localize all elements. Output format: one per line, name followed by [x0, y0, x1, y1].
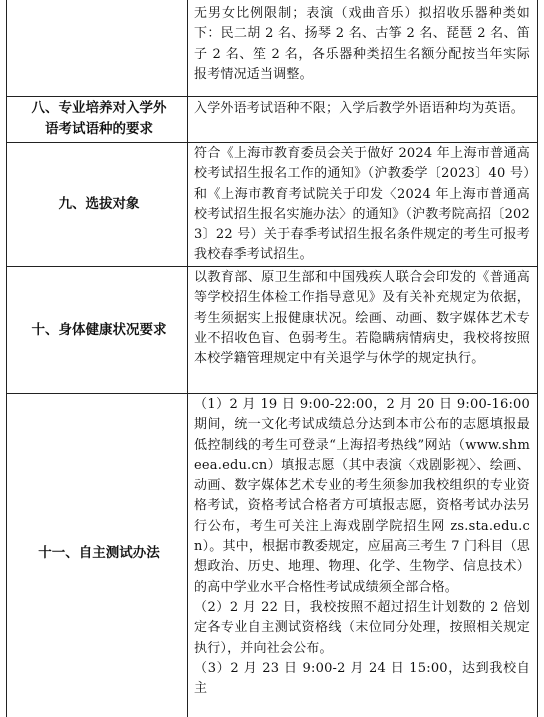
row-label-line: 八、专业培养对入学外: [31, 100, 167, 116]
table-cell-foreign-language: [194, 99, 530, 119]
row-label-selection-target: [8, 194, 190, 215]
paragraph: （3）2 月 23 日 9:00-2 月 24 日 15:00，达到我校自主: [194, 660, 530, 697]
row-divider: [6, 266, 538, 267]
cell-text: 无男女比例限制；表演（戏曲音乐）拟招收乐器种类如下：民二胡 2 名、扬琴 2 名、古筝 2 名、琵琶 2 名、笛子 2 名、笙 2 名，各乐器种类招生名额分配按当年实际报考情况适当调整。: [194, 6, 530, 82]
table-border-left: [6, 0, 7, 717]
row-label-foreign-language: [8, 98, 190, 140]
row-divider: [6, 142, 538, 143]
row-label-line: 语考试语种的要求: [45, 121, 153, 137]
row-divider: [6, 393, 538, 394]
row-divider: [6, 96, 538, 97]
row-label-line: 十、身体健康状况要求: [31, 322, 167, 338]
cell-text: 入学外语考试语种不限；入学后教学外语语种均为英语。: [194, 101, 525, 116]
paragraph: （2）2 月 22 日，我校按照不超过招生计划数的 2 倍划定各专业自主测试资格线（末位同分处理，按照相关规定执行），并向社会公布。: [194, 599, 530, 656]
table-border-right: [537, 0, 538, 717]
row-label-health-requirements: [8, 320, 190, 341]
table-cell-health-requirements: [194, 268, 530, 369]
cell-text: 以教育部、原卫生部和中国残疾人联合会印发的《普通高等学校招生体检工作指导意见》及有关补充规定为依据，考生须据实上报健康状况。绘画、动画、数字媒体艺术专业不招收色盲、色弱考生。若隐瞒病情病史，我校将按照本校学籍管理规定中有关退学与休学的规定执行。: [194, 270, 530, 367]
cell-text: 符合《上海市教育委员会关于做好 2024 年上海市普通高校考试招生报名工作的通知》（沪教委学〔2023〕40 号）和《上海市教育考试院关于印发〈2024 年上海市普通高校考试招生报名实施办法〉的通知》（沪教考院高招〔2023〕22 号）关于春季考试招生报名条件规定的考生可报考我校春季考试招生。: [194, 146, 530, 263]
table-cell-selection-target: [194, 144, 530, 266]
paragraph: （1）2 月 19 日 9:00-22:00，2 月 20 日 9:00-16:00 期间，统一文化考试成绩总分达到本市公布的志愿填报最低控制线的考生可登录“上海招考热线”网站（www.shmeea.edu.cn）填报志愿（其中表演〈戏剧影视〉、绘画、动画、数字媒体艺术专业的考生须参加我校组织的专业资格考试，资格考试合格者方可填报志愿，资格考试办法另行公布，考生可关注上海戏剧学院招生网 zs.sta.edu.cn）。其中，根据市教委规定，应届高三考生 7 门科目（思想政治、历史、地理、物理、化学、生物学、信息技术）的高中学业水平合格性考试成绩须全部合格。: [194, 397, 531, 595]
table-cell-self-test-method: [194, 395, 530, 699]
table-cell-continued-text: [194, 4, 530, 85]
row-label-line: 十一、自主测试办法: [38, 545, 160, 561]
row-label-line: 九、选拔对象: [58, 196, 140, 212]
row-label-self-test-method: [8, 543, 190, 564]
